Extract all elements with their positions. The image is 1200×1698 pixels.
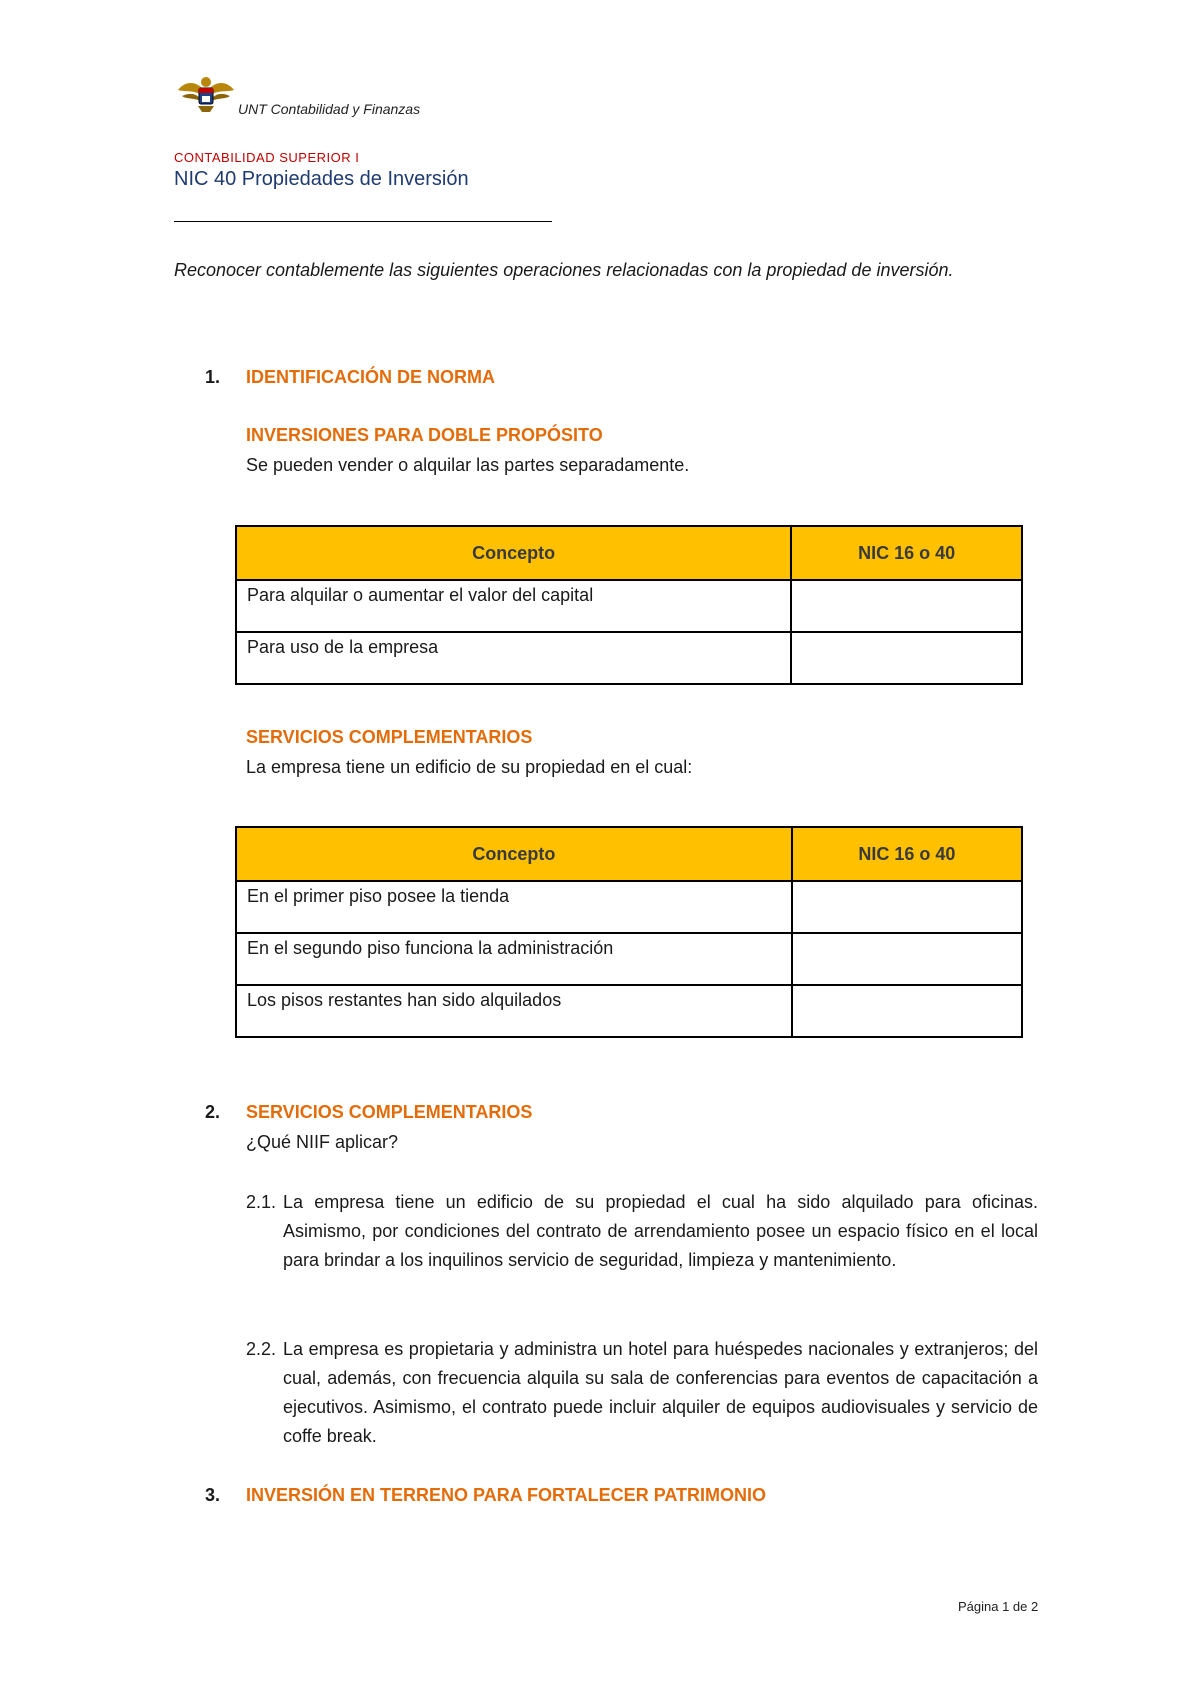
table-row xyxy=(236,632,1022,684)
section-2-number: 2. xyxy=(205,1102,221,1122)
section-3-number: 3. xyxy=(205,1485,221,1505)
subsection-dual-purpose-text: Se pueden vender o alquilar las partes separadamente. xyxy=(246,455,690,475)
answer-cell[interactable] xyxy=(792,985,1022,1037)
header-nic: NIC 16 o 40 xyxy=(791,526,1022,580)
section-3-title: INVERSIÓN EN TERRENO PARA FORTALECER PATRIMONIO xyxy=(246,1485,767,1505)
answer-cell[interactable] xyxy=(791,632,1022,684)
concept-cell: Los pisos restantes han sido alquilados xyxy=(236,985,792,1037)
subsection-complementary-text: La empresa tiene un edificio de su propiedad en el cual: xyxy=(246,757,693,777)
item-2-1-number: 2.1. xyxy=(246,1192,277,1212)
page-number: Página 1 de 2 xyxy=(958,1599,1039,1614)
title-divider xyxy=(174,221,552,222)
table-header-row xyxy=(236,827,1022,881)
table-row xyxy=(236,881,1022,933)
item-2-1-text: La empresa tiene un edificio de su propiedad el cual ha sido alquilado para oficinas. Asimismo, por condiciones del contrato de arrendamiento posee un espacio físico en el local para brindar a los inquilinos servicio de seguridad, limpieza y mantenimiento. xyxy=(283,1192,1038,1270)
section-2-question: ¿Qué NIIF aplicar? xyxy=(246,1132,399,1152)
subsection-complementary-title: SERVICIOS COMPLEMENTARIOS xyxy=(246,727,533,747)
course-name: CONTABILIDAD SUPERIOR I xyxy=(174,150,360,165)
dual-purpose-table xyxy=(235,525,1023,685)
section-2-title: SERVICIOS COMPLEMENTARIOS xyxy=(246,1102,533,1122)
answer-cell[interactable] xyxy=(792,933,1022,985)
table-row xyxy=(236,985,1022,1037)
subsection-dual-purpose-title: INVERSIONES PARA DOBLE PROPÓSITO xyxy=(246,425,603,445)
complementary-services-table xyxy=(235,826,1023,1038)
item-2-2-text: La empresa es propietaria y administra un hotel para huéspedes nacionales y extranjeros; del cual, además, con frecuencia alquila su sala de conferencias para eventos de capacitación a ejecutivos. Asimismo, el contrato puede incluir alquiler de equipos audiovisuales y servicio de coffe break. xyxy=(283,1339,1038,1446)
header-concepto: Concepto xyxy=(236,526,791,580)
concept-cell: Para alquilar o aumentar el valor del capital xyxy=(236,580,791,632)
header-org-name: UNT Contabilidad y Finanzas xyxy=(238,101,421,117)
answer-cell[interactable] xyxy=(791,580,1022,632)
concept-cell: En el segundo piso funciona la administración xyxy=(236,933,792,985)
header-concepto: Concepto xyxy=(236,827,792,881)
item-2-2-number: 2.2. xyxy=(246,1339,277,1359)
section-1-number: 1. xyxy=(205,367,221,387)
table-row xyxy=(236,933,1022,985)
concept-cell: Para uso de la empresa xyxy=(236,632,791,684)
answer-cell[interactable] xyxy=(792,881,1022,933)
university-crest-logo xyxy=(176,74,236,114)
table-header-row xyxy=(236,526,1022,580)
concept-cell: En el primer piso posee la tienda xyxy=(236,881,792,933)
page-title: NIC 40 Propiedades de Inversión xyxy=(174,168,469,190)
header-nic: NIC 16 o 40 xyxy=(792,827,1022,881)
intro-paragraph: Reconocer contablemente las siguientes operaciones relacionadas con la propiedad de inversión. xyxy=(174,260,954,280)
table-row xyxy=(236,580,1022,632)
section-1-title: IDENTIFICACIÓN DE NORMA xyxy=(246,367,495,387)
